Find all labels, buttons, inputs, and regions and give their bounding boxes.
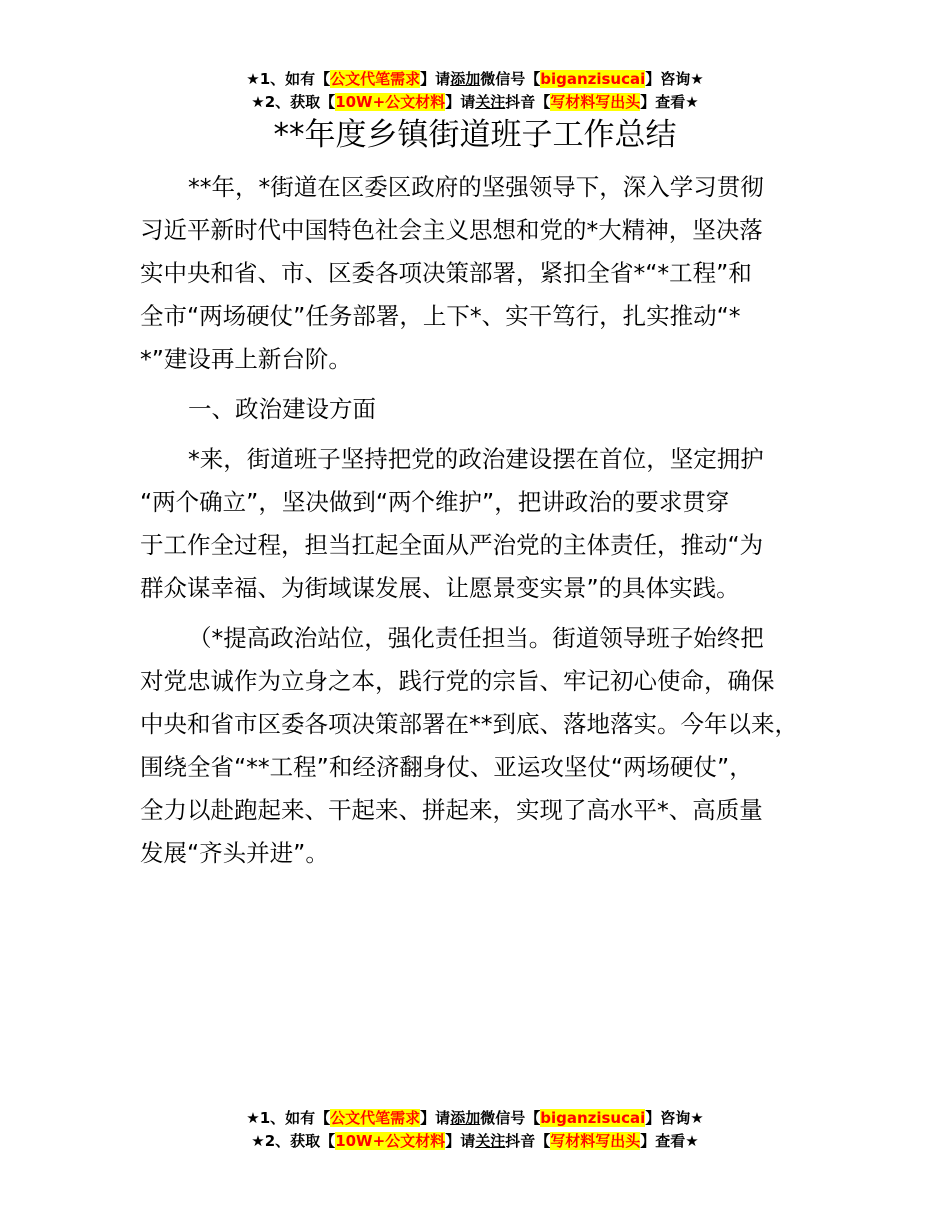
footer-banner <box>0 1107 950 1153</box>
highlight-service: 公文代笔需求 <box>330 1109 421 1127</box>
document-body <box>140 166 840 882</box>
highlight-materials: 10W+公文材料 <box>335 1132 446 1150</box>
section-heading: 一、政治建设方面 <box>188 395 376 423</box>
highlight-wechat-id: biganzisucai <box>540 1109 646 1127</box>
highlight-wechat-id: biganzisucai <box>540 70 646 88</box>
paragraph: *来，街道班子坚持把党的政治建设摆在首位，坚定拥护 “两个确立”，坚决做到“两个维护”，把讲政治的要求贯穿 于工作全过程，担当扛起全面从严治党的主体责任，推动“为 群众谋幸福、为街域谋发展、让愿景变实景”的具体实践。 <box>140 445 764 602</box>
header-banner <box>0 68 950 114</box>
highlight-materials: 10W+公文材料 <box>335 93 446 111</box>
highlight-service: 公文代笔需求 <box>330 70 421 88</box>
paragraph: **年，*街道在区委区政府的坚强领导下，深入学习贯彻 习近平新时代中国特色社会主义思想和党的*大精神，坚决落 实中央和省、市、区委各项决策部署，紧扣全省*“*工程”和 全市“两场硬仗”任务部署，上下*、实干笃行，扎实推动“* *”建设再上新台阶。 <box>140 173 764 373</box>
banner-line-1: ★1、如有【公文代笔需求】请添加微信号【biganzisucai】咨询★ <box>246 70 704 88</box>
banner-line-2: ★2、获取【10W+公文材料】请关注抖音【写材料写出头】查看★ <box>251 93 699 111</box>
document-title: **年度乡镇街道班子工作总结 <box>273 117 677 153</box>
paragraph: （*提高政治站位，强化责任担当。街道领导班子始终把 对党忠诚作为立身之本，践行党的宗旨、牢记初心使命，确保 中央和省市区委各项决策部署在**到底、落地落实。今年以来， 围绕全省“**工程”和经济翻身仗、亚运攻坚仗“两场硬仗”， 全力以赴跑起来、干起来、拼起来，实现了高水平*、高质量 发展“齐头并进”。 <box>140 624 798 867</box>
highlight-douyin: 写材料写出头 <box>550 1132 641 1150</box>
highlight-douyin: 写材料写出头 <box>550 93 641 111</box>
banner-line-1: ★1、如有【公文代笔需求】请添加微信号【biganzisucai】咨询★ <box>246 1109 704 1127</box>
banner-line-2: ★2、获取【10W+公文材料】请关注抖音【写材料写出头】查看★ <box>251 1132 699 1150</box>
